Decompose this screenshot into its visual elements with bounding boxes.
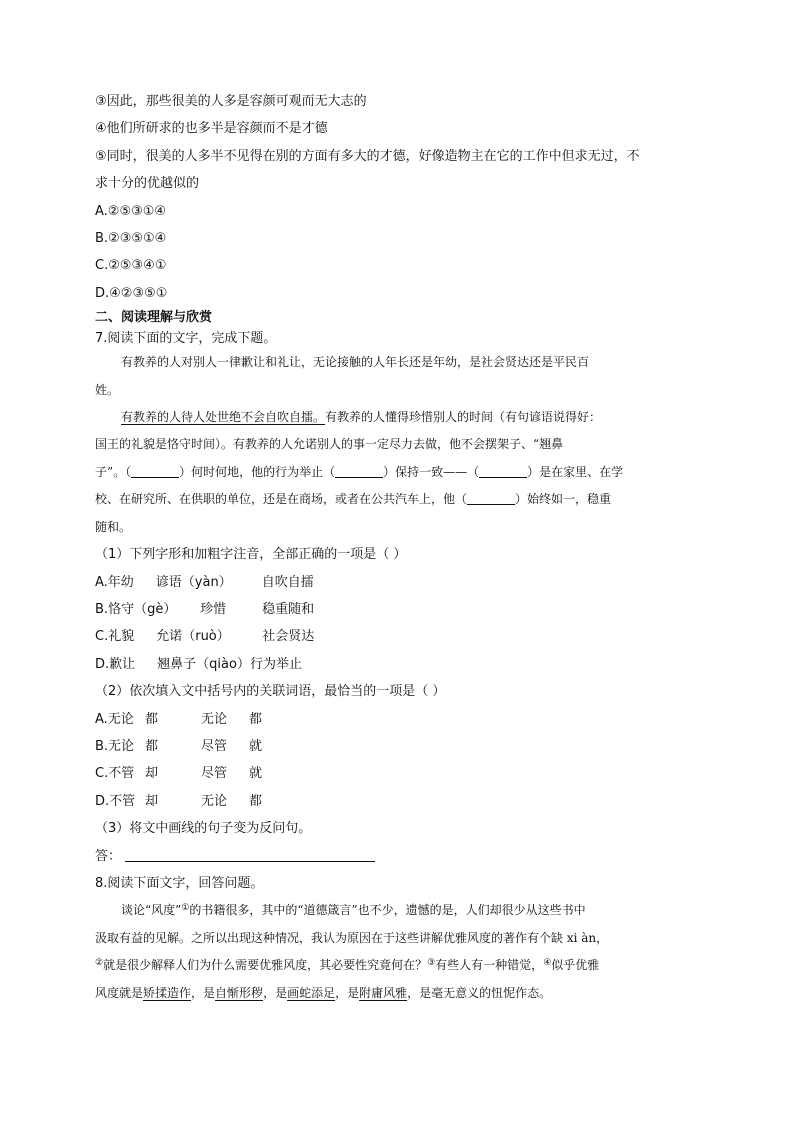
q6-option-b: B.②③⑤①④ (95, 231, 167, 247)
q6-item-3: ③因此，那些很美的人多是容颜可观而无大志的 (95, 94, 367, 109)
blank-4[interactable] (467, 492, 515, 505)
answer-label: 答： (95, 848, 122, 864)
q7-sub2-option-d: D.不管 却 无论 都 (95, 793, 263, 809)
q7-sub1-option-b: B.恪守（gè） 珍惜 稳重随和 (95, 601, 315, 617)
q7-sub2: （2）依次填入文中括号内的关联词语，最恰当的一项是（ ） (95, 684, 446, 700)
q7-sub2-option-a: A.无论 都 无论 都 (95, 711, 263, 727)
q7-passage-line: 有教养的人待人处世绝不会自吹自擂。有教养的人懂得珍惜别人的时间（有句谚语说得好： (121, 410, 602, 425)
q7-sub2-option-c: C.不管 却 尽管 就 (95, 766, 263, 782)
underlined-idiom: 矫揉造作 (143, 985, 192, 1000)
exam-page (95, 88, 705, 1007)
underlined-idiom: 自惭形秽 (215, 985, 264, 1000)
q8-passage-line: 谈论“风度”①的书籍很多，其中的“道德箴言”也不少，遗憾的是，人们却很少从这些书中 (121, 903, 586, 918)
q7-passage-line: 校、在研究所、在供职的单位，还是在商场，或者在公共汽车上，他（ ）始终如一，稳重 (95, 492, 612, 507)
q6-item-5-cont: 求十分的优越似的 (95, 176, 200, 192)
q8-passage-line: 汲取有益的见解。之所以出现这种情况，我认为原因在于这些讲解优雅风度的著作有个缺 xi àn， (95, 930, 609, 945)
blank-1[interactable] (131, 465, 179, 478)
q6-option-d: D.④②③⑤① (95, 285, 168, 301)
q7-sub3: （3）将文中画线的句子变为反问句。 (95, 821, 312, 837)
q7-passage-line: 国王的礼貌是恪守时间）。有教养的人允诺别人的事一定尽力去做，他不会摆架子、“翘鼻 (95, 437, 564, 452)
q8-passage-line: 风度就是矫揉造作，是自惭形秽，是画蛇添足，是附庸风雅，是毫无意义的忸怩作态。 (95, 985, 552, 1000)
q6-item-5: ⑤同时，很美的人多半不见得在别的方面有多大的才德，好像造物主在它的工作中但求无过，不 (95, 148, 640, 164)
underlined-idiom: 画蛇添足 (287, 985, 336, 1000)
answer-row (95, 843, 705, 870)
q6-item-4: ④他们所研求的也多半是容颜而不是才德 (95, 121, 328, 137)
q7-passage-line: 有教养的人对别人一律歉让和礼让，无论接触的人年长还是年幼，是社会贤达还是平民百 (121, 355, 590, 370)
blank-2[interactable] (335, 465, 383, 478)
section-title: 二、阅读理解与欣赏 (95, 310, 213, 326)
q7-passage-line: 子”。（ ）何时何地，他的行为举止（ ）保持一致——（ ）是在家里、在学 (95, 464, 624, 479)
q8-stem: 8.阅读下面文字，回答问题。 (95, 875, 264, 891)
q7-sub2-option-b: B.无论 都 尽管 就 (95, 738, 263, 754)
q7-sub1: （1）下列字形和加粗字注音，全部正确的一项是（ ） (95, 547, 407, 563)
q8-passage-line: ②就是很少解释人们为什么需要优雅风度，其必要性究竟何在？③有些人有一种错觉，④似乎优雅 (95, 958, 600, 973)
q6-option-c: C.②⑤③④① (95, 258, 167, 274)
q7-sub1-option-a: A.年幼 谚语（yàn） 自吹自擂 (95, 574, 314, 590)
underlined-idiom: 附庸风雅 (359, 985, 408, 1000)
underlined-sentence: 有教养的人待人处世绝不会自吹自擂。 (121, 410, 326, 425)
q7-sub1-option-c: C.礼貌 允诺（ruò） 社会贤达 (95, 629, 315, 645)
q7-sub1-option-d: D.歉让 翘鼻子（qiào）行为举止 (95, 656, 302, 672)
q7-passage-line: 随和。 (95, 519, 132, 534)
answer-line[interactable] (125, 847, 375, 862)
q6-option-a: A.②⑤③①④ (95, 203, 167, 219)
q7-passage-line: 姓。 (95, 382, 120, 397)
q7-stem: 7.阅读下面的文字，完成下题。 (95, 331, 277, 347)
blank-3[interactable] (479, 465, 527, 478)
